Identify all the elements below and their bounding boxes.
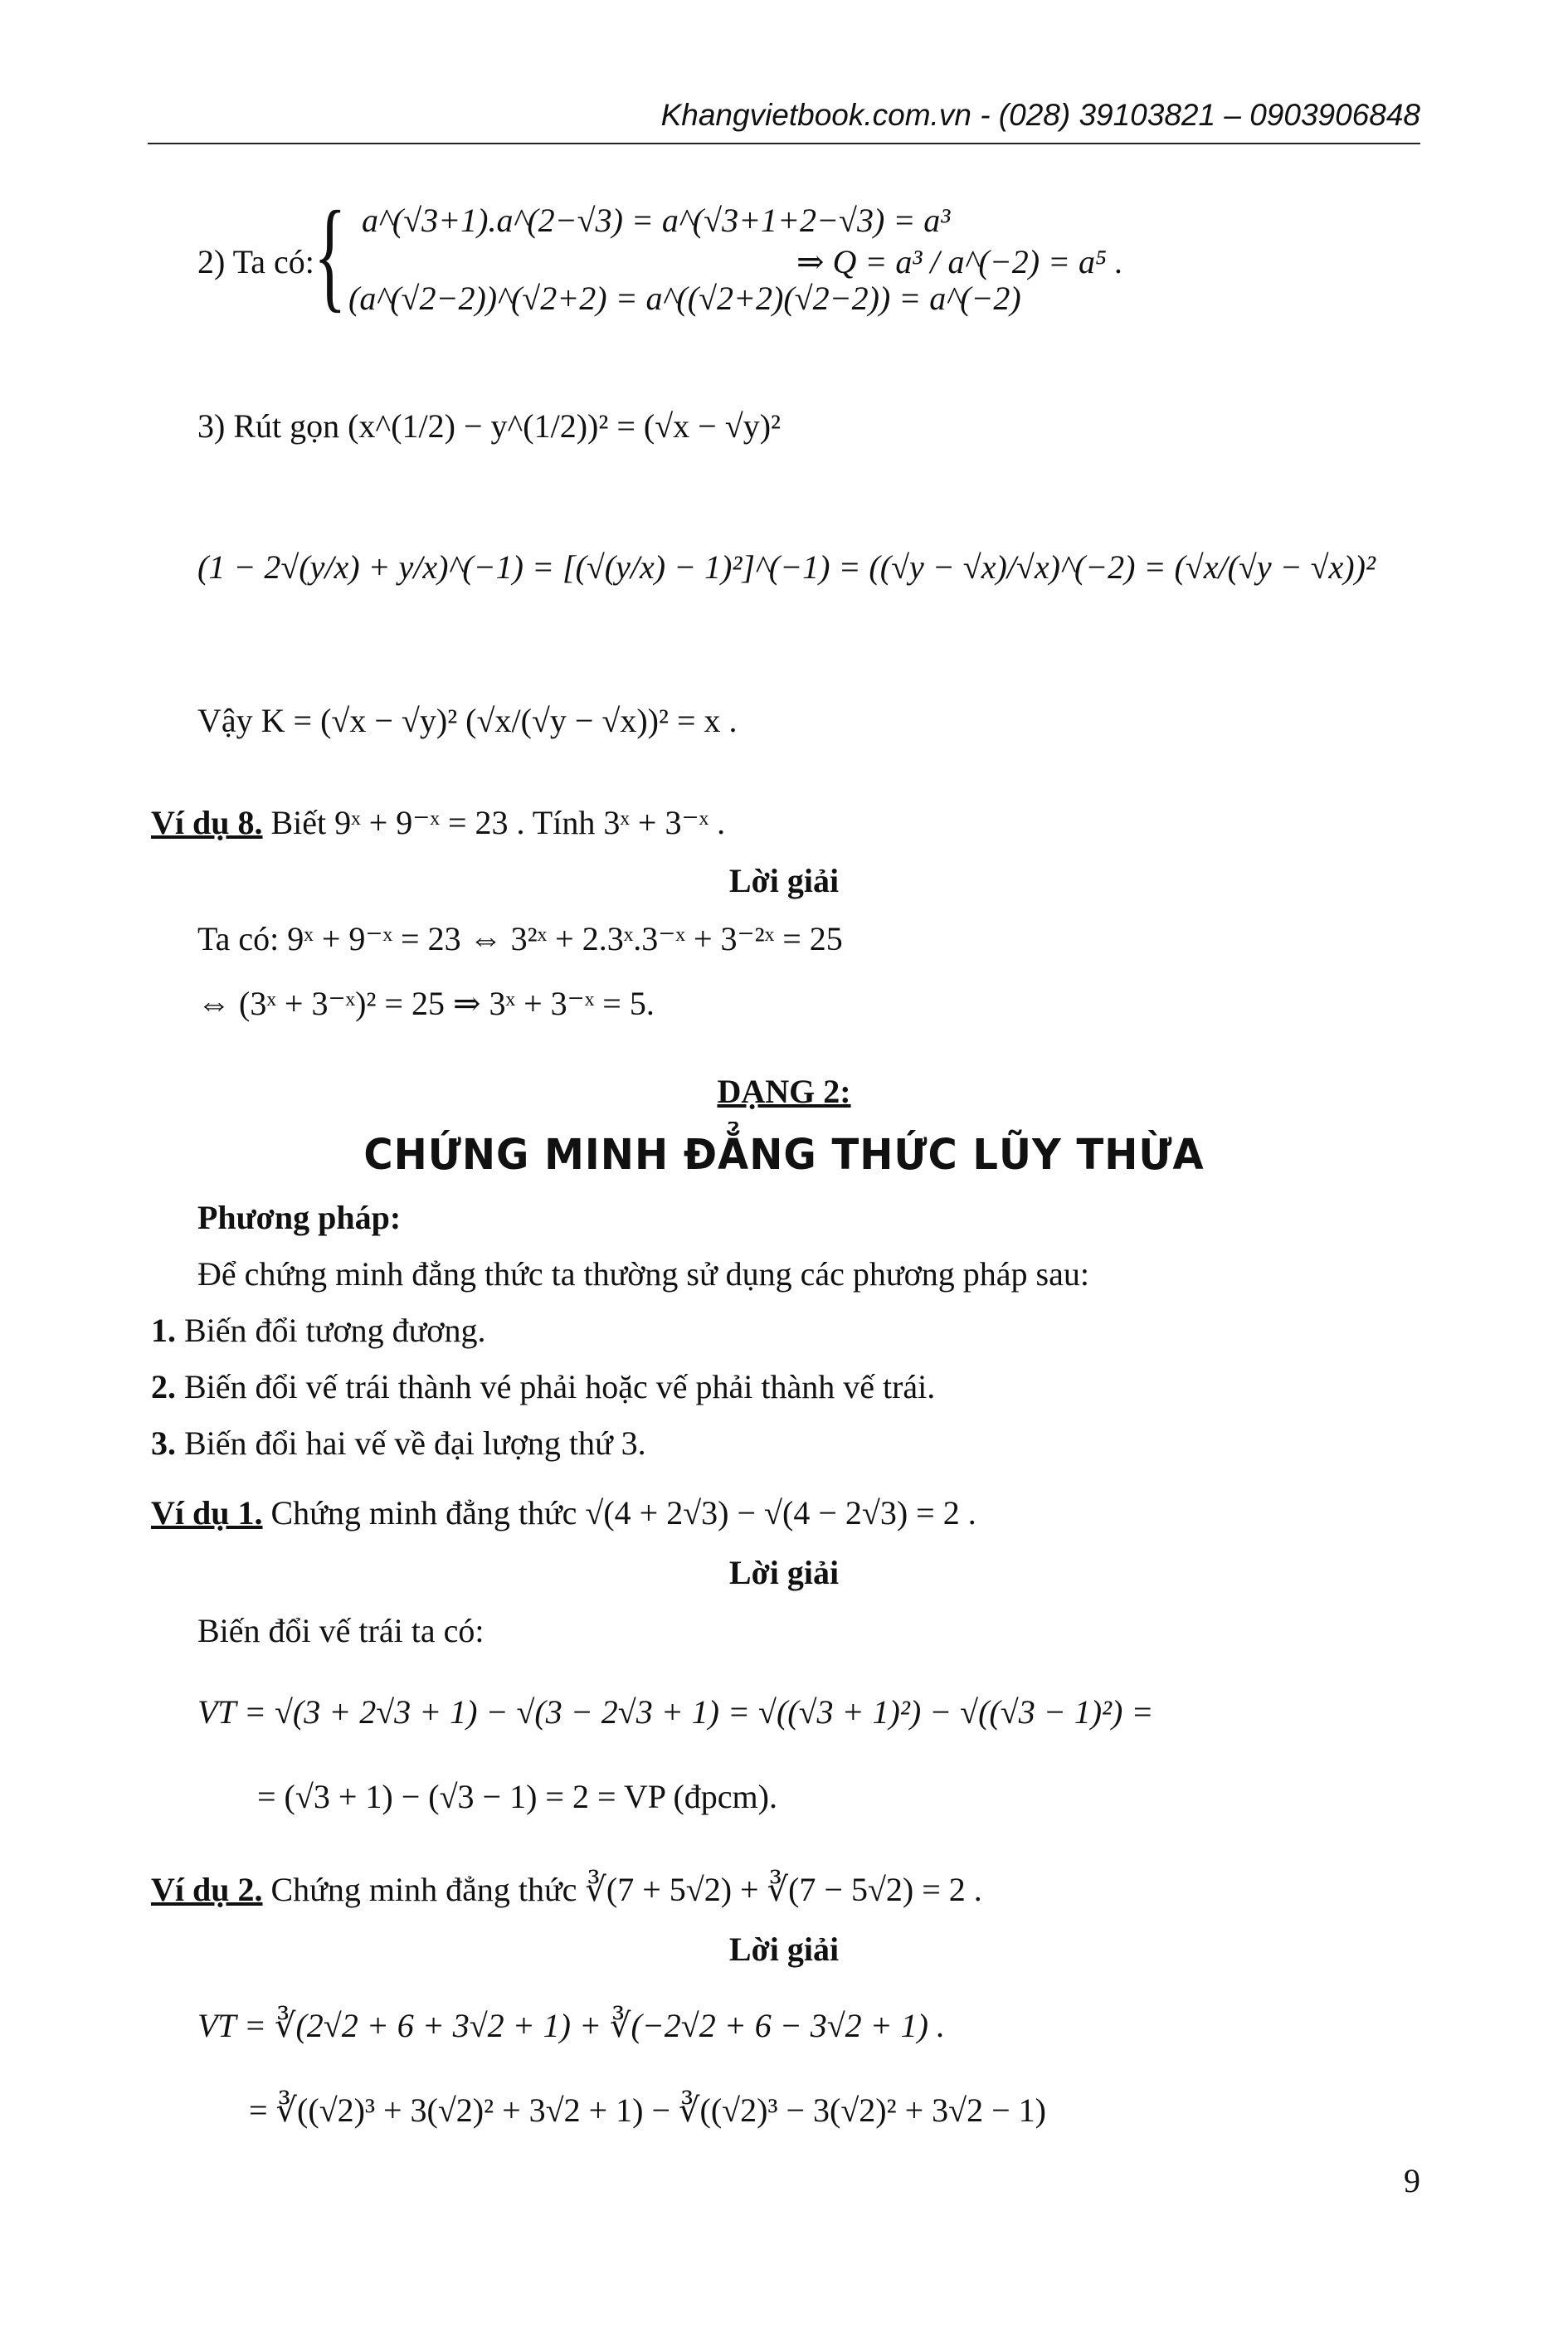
page-number: 9 [1404,2162,1420,2199]
method-item-1-number: 1. [151,1312,176,1349]
item2-eq1: a^(√3+1).a^(2−√3) = a^(√3+1+2−√3) = a³ [362,202,951,239]
method-item-2 [151,1367,935,1406]
example-2-step2: = ∛((√2)³ + 3(√2)² + 3√2 + 1) − ∛((√2)³ − 3(√2)² + 3√2 − 1) [249,2091,1046,2129]
method-item-2-text: Biến đổi vế trái thành vé phải hoặc vế phải thành vế trái. [176,1368,936,1405]
item2-eq2: (a^(√2−2))^(√2+2) = a^((√2+2)(√2−2)) = a^(−2) [348,280,1021,317]
conclusion-line: Vậy K = (√x − √y)² (√x/(√y − √x))² = x . [197,702,738,739]
left-brace: { [314,186,347,324]
example-8-label: Ví dụ 8. [151,804,263,841]
method-intro: Để chứng minh đẳng thức ta thường sử dụng các phương pháp sau: [197,1255,1089,1293]
example-1-step1: VT = √(3 + 2√3 + 1) − √(3 − 2√3 + 1) = √((√3 + 1)²) − √((√3 − 1)²) = [197,1693,1154,1731]
solution-heading-2: Lời giải [728,1554,840,1591]
page-header: Khangvietbook.com.vn - (028) 39103821 – 0903906848 [148,98,1420,144]
method-item-3-number: 3. [151,1424,176,1462]
example-8 [151,803,725,842]
method-item-1-text: Biến đổi tương đương. [176,1312,486,1349]
example-2 [151,1870,982,1909]
method-item-3-text: Biến đổi hai vế về đại lượng thứ 3. [176,1424,646,1462]
item2-result: ⇒ Q = a³ / a^(−2) = a⁵ . [796,243,1123,280]
example-1-step2: = (√3 + 1) − (√3 − 1) = 2 = VP (đpcm). [257,1778,777,1815]
method-item-3 [151,1424,646,1463]
item3-line: 3) Rút gọn (x^(1/2) − y^(1/2))² = (√x − √y)² [197,407,782,445]
section-label: DẠNG 2: [717,1073,851,1110]
example-8-step1: Ta có: 9ˣ + 9⁻ˣ = 23 ⇔ 3²ˣ + 2.3ˣ.3⁻ˣ + 3⁻²ˣ = 25 [197,920,843,957]
example-8-step2: ⇔ (3ˣ + 3⁻ˣ)² = 25 ⇒ 3ˣ + 3⁻ˣ = 5. [197,985,655,1022]
example-1-step0: Biến đổi vế trái ta có: [197,1612,485,1649]
example-8-text: Biết 9ˣ + 9⁻ˣ = 23 . Tính 3ˣ + 3⁻ˣ . [262,804,726,841]
example-2-label: Ví dụ 2. [151,1871,263,1908]
solution-heading: Lời giải [728,862,840,899]
example-2-step1: VT = ∛(2√2 + 6 + 3√2 + 1) + ∛(−2√2 + 6 − 3√2 + 1) . [197,2007,945,2044]
example-1-label: Ví dụ 1. [151,1494,263,1531]
item2-label: 2) Ta có: [197,243,314,280]
solution-heading-3: Lời giải [728,1931,840,1968]
method-item-1 [151,1311,485,1350]
item3-expression: (1 − 2√(y/x) + y/x)^(−1) = [(√(y/x) − 1)²]^(−1) = ((√y − √x)/√x)^(−2) = (√x/(√y − √x))² [197,548,1376,586]
example-1 [151,1493,976,1532]
example-1-text: Chứng minh đẳng thức √(4 + 2√3) − √(4 − 2√3) = 2 . [262,1494,976,1531]
method-item-2-number: 2. [151,1368,176,1405]
method-heading: Phương pháp: [197,1199,402,1236]
example-2-text: Chứng minh đẳng thức ∛(7 + 5√2) + ∛(7 − 5√2) = 2 . [262,1871,982,1908]
section-title: CHỨNG MINH ĐẲNG THỨC LŨY THỪA [363,1130,1205,1180]
